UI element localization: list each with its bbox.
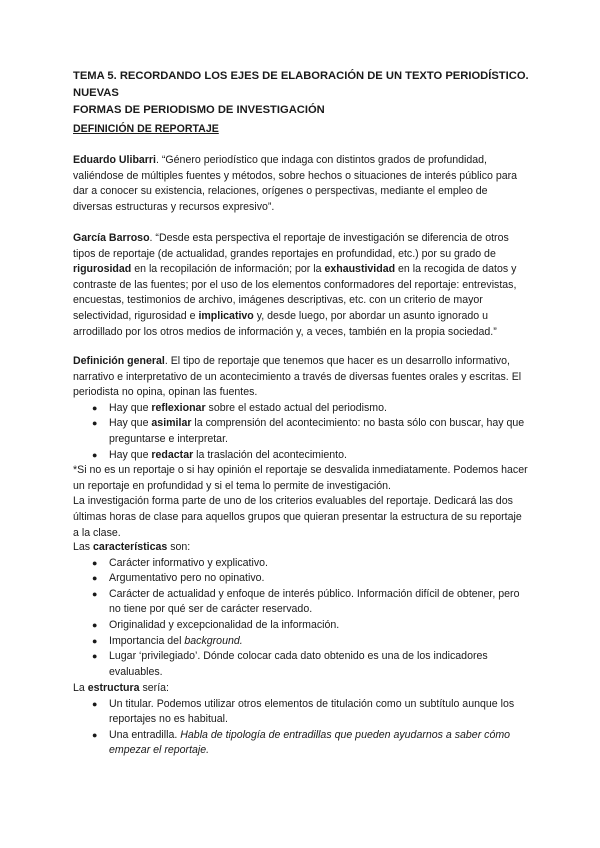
list-item-bold: redactar bbox=[151, 448, 194, 461]
garcia-text-2: en la recopilación de información; por la bbox=[131, 263, 325, 276]
general-note-2: La investigación forma parte de uno de los criterios evaluables del reportaje. Dedicará las dos últimas horas de clase para aquellos grupos que quieran presentar la estructura de su reportaje a la clase. bbox=[73, 495, 522, 539]
list-item-text: Carácter informativo y explicativo. bbox=[109, 556, 268, 569]
general-bullet-list bbox=[73, 401, 529, 463]
bullet-icon: ● bbox=[92, 635, 98, 646]
bullet-icon: ● bbox=[92, 698, 98, 709]
list-item bbox=[73, 571, 529, 587]
bullet-icon: ● bbox=[92, 402, 98, 413]
bullet-icon: ● bbox=[92, 573, 98, 584]
list-item-text: Importancia del bbox=[109, 634, 185, 647]
list-item-text: Un titular. Podemos utilizar otros elementos de titulación como un subtítulo aunque los reportajes no es habitual. bbox=[109, 697, 515, 726]
bullet-icon: ● bbox=[92, 449, 98, 460]
estructura-pre: La bbox=[73, 682, 88, 694]
list-item bbox=[73, 587, 529, 618]
estructura-list bbox=[73, 697, 529, 759]
list-item bbox=[73, 697, 529, 728]
list-item-italic: Habla de tipología de entradillas que pueden ayudarnos a saber cómo empezar el reportaje. bbox=[109, 728, 511, 757]
bullet-icon: ● bbox=[92, 588, 98, 599]
general-note: *Si no es un reportaje o si hay opinión el reportaje se desvalida inmediatamente. Podemos hacer un reportaje en profundidad y si el tema lo permite de investigación. bbox=[73, 464, 528, 492]
list-item-bold: asimilar bbox=[151, 417, 192, 430]
garcia-text-3: en la recogida de datos y contraste de las fuentes; por el uso de los elementos conformadores del reportaje: entrevistas, encuestas, testimonios de archivo, imágenes descriptivas, etc. con un criterio de mayor selectividad, rigurosidad e bbox=[73, 263, 517, 322]
garcia-author: García Barroso bbox=[73, 232, 150, 244]
bullet-icon: ● bbox=[92, 418, 98, 429]
general-definition-paragraph bbox=[73, 354, 529, 401]
list-item bbox=[73, 618, 529, 634]
general-label: Definición general bbox=[73, 355, 165, 367]
page-title-line-1: TEMA 5. RECORDANDO LOS EJES DE ELABORACIÓN DE UN TEXTO PERIODÍSTICO. NUEVAS bbox=[73, 70, 529, 99]
section-heading: DEFINICIÓN DE REPORTAJE bbox=[73, 123, 219, 135]
bullet-icon: ● bbox=[92, 557, 98, 568]
list-item bbox=[73, 448, 529, 464]
garcia-bold-implicativo: implicativo bbox=[198, 309, 254, 322]
ulibarri-definition bbox=[73, 153, 529, 215]
ulibarri-text: . “Género periodístico que indaga con distintos grados de profundidad, valiéndose de múltiples fuentes y métodos, sobre hechos o situaciones de interés público para dar a conocer su existencia, relaciones, orígenes o perspectivas, mediante el empleo de diversas estructuras y recursos expresivo”. bbox=[73, 154, 518, 213]
list-item bbox=[73, 649, 529, 680]
list-item bbox=[73, 728, 529, 759]
list-item-text: Hay que bbox=[109, 448, 152, 461]
list-item-text: la traslación del acontecimiento. bbox=[193, 448, 347, 461]
list-item-text: Carácter de actualidad y enfoque de interés público. Información difícil de obtener, pero no tiene por qué ser de carácter reservado. bbox=[109, 587, 520, 616]
list-item-text: sobre el estado actual del periodismo. bbox=[205, 401, 387, 414]
ulibarri-author: Eduardo Ulibarri bbox=[73, 154, 156, 166]
list-item-text: la comprensión del acontecimiento: no basta sólo con buscar, hay que preguntarse e interpretar. bbox=[109, 417, 525, 445]
estructura-section bbox=[73, 681, 529, 759]
garcia-text-1: . “Desde esta perspectiva el reportaje de investigación se diferencia de otros tipos de reportaje (de actualidad, grandes reportajes en profundidad, etc.) por su grado de bbox=[73, 232, 509, 260]
page-title-line-2: FORMAS DE PERIODISMO DE INVESTIGACIÓN bbox=[73, 104, 325, 116]
caracteristicas-bold: características bbox=[93, 541, 168, 553]
general-text: . El tipo de reportaje que tenemos que hacer es un desarrollo informativo, narrativo e interpretativo de un acontecimiento a través de diversas fuentes orales y escritas. El periodista no opina, opinan las fuentes. bbox=[73, 355, 522, 399]
list-item bbox=[73, 416, 529, 447]
caracteristicas-section bbox=[73, 540, 529, 680]
garcia-text-4: y, desde luego, por abordar un asunto ignorado u arrodillado por los otros medios de información y, a veces, también en la propia sociedad.” bbox=[73, 309, 497, 338]
caracteristicas-list bbox=[73, 556, 529, 681]
estructura-bold: estructura bbox=[87, 682, 140, 694]
garcia-barroso-definition bbox=[73, 231, 529, 340]
bullet-icon: ● bbox=[92, 729, 98, 740]
estructura-post: sería: bbox=[139, 682, 169, 694]
list-item bbox=[73, 634, 529, 650]
bullet-icon: ● bbox=[92, 619, 98, 630]
list-item-text: Originalidad y excepcionalidad de la información. bbox=[109, 618, 340, 631]
list-item bbox=[73, 556, 529, 572]
list-item-text: Argumentativo pero no opinativo. bbox=[109, 572, 265, 585]
garcia-bold-exhaustividad: exhaustividad bbox=[324, 263, 396, 276]
list-item-text: Hay que bbox=[109, 401, 152, 414]
estructura-intro bbox=[73, 681, 529, 697]
caracteristicas-intro bbox=[73, 540, 529, 556]
garcia-bold-rigurosidad: rigurosidad bbox=[73, 263, 132, 276]
list-item-text: Una entradilla. bbox=[109, 728, 181, 741]
list-item-text: Hay que bbox=[109, 417, 152, 430]
caracteristicas-post: son: bbox=[167, 541, 191, 553]
list-item bbox=[73, 401, 529, 417]
page-title bbox=[73, 68, 529, 119]
caracteristicas-pre: Las bbox=[73, 541, 94, 553]
list-item-italic: background. bbox=[184, 634, 243, 647]
list-item-bold: reflexionar bbox=[151, 401, 206, 414]
general-definition bbox=[73, 354, 529, 541]
bullet-icon: ● bbox=[92, 651, 98, 662]
list-item-text: Lugar ‘privilegiado’. Dónde colocar cada dato obtenido es una de los indicadores evaluables. bbox=[109, 650, 488, 678]
